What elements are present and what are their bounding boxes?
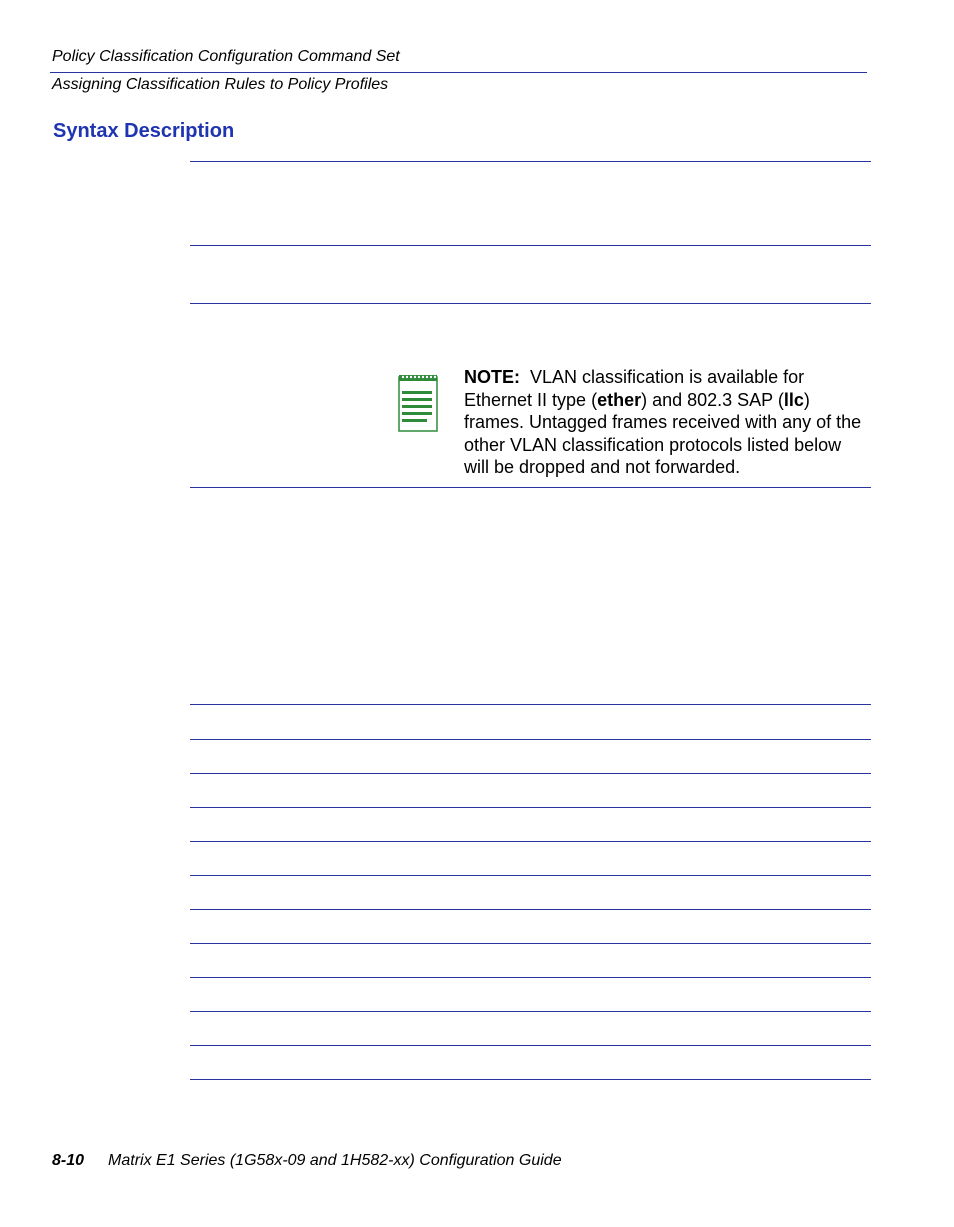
- table-rule: [190, 1045, 871, 1046]
- table-rule: [190, 841, 871, 842]
- guide-title: Matrix E1 Series (1G58x-09 and 1H582-xx) Configuration Guide: [108, 1152, 562, 1169]
- table-rule: [190, 943, 871, 944]
- table-rule: [190, 807, 871, 808]
- note-body-part: VLAN classification is available for Ethernet II type (: [464, 367, 805, 410]
- table-rule: [190, 704, 871, 705]
- note-pad-icon: [397, 372, 439, 434]
- table-rule: [190, 773, 871, 774]
- table-rule: [190, 1079, 871, 1080]
- table-rule: [190, 487, 871, 488]
- page-footer: [52, 1152, 562, 1170]
- table-rule: [190, 875, 871, 876]
- table-rule: [190, 303, 871, 304]
- note-keyword-llc: llc: [783, 389, 804, 410]
- note-body-part: ) and 802.3 SAP (: [641, 389, 784, 410]
- table-rule: [190, 245, 871, 246]
- page-number: 8-10: [52, 1152, 85, 1169]
- note-body-part: ) frames. Untagged frames received with any of the other VLAN classification protocols listed below will be dropped and not forwarded.: [464, 389, 862, 478]
- running-header-chapter: Policy Classification Configuration Command Set: [52, 48, 400, 65]
- table-rule: [190, 739, 871, 740]
- header-divider: [50, 72, 867, 73]
- note-text: [464, 366, 864, 479]
- table-rule: [190, 161, 871, 162]
- note-label: NOTE:: [464, 367, 520, 387]
- running-header-section: Assigning Classification Rules to Policy Profiles: [52, 76, 389, 93]
- table-rule: [190, 1011, 871, 1012]
- table-rule: [190, 977, 871, 978]
- section-title: Syntax Description: [53, 120, 235, 142]
- note-keyword-ether: ether: [597, 389, 642, 410]
- table-rule: [190, 909, 871, 910]
